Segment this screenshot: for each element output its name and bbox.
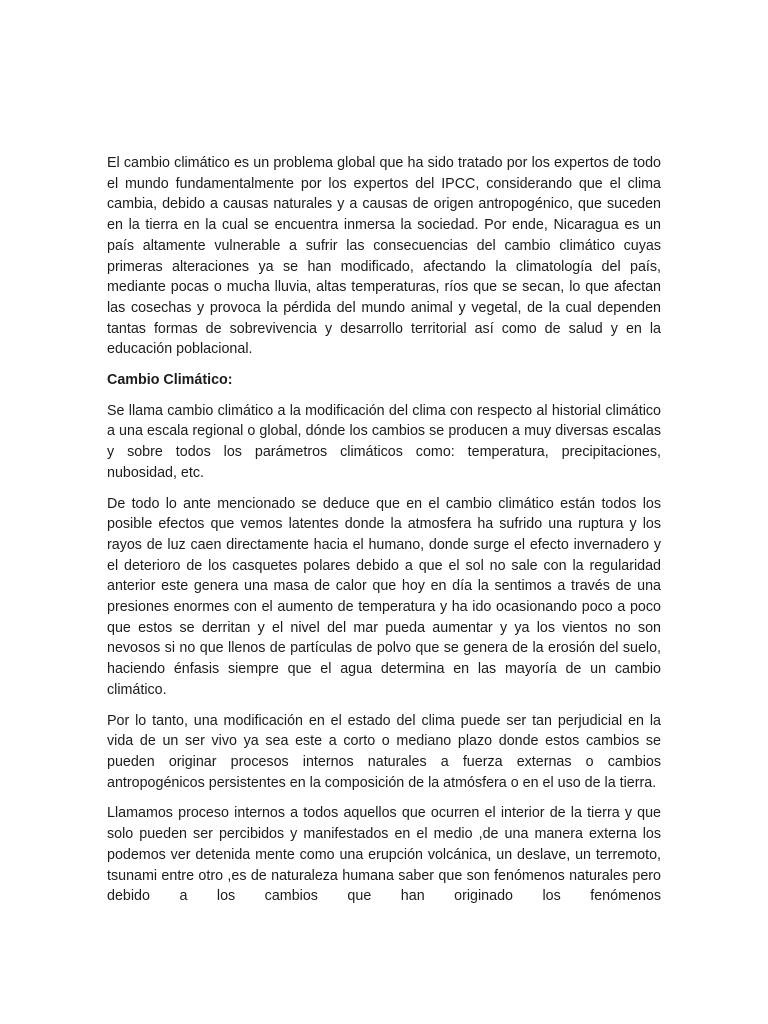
document-page <box>107 153 661 917</box>
definition-paragraph: Se llama cambio climático a la modificación del clima con respecto al historial climático a una escala regional o global, dónde los cambios se producen a muy diversas escalas y sobre todos los parámetros climáticos como: temperatura, precipitaciones, nubosidad, etc. <box>107 402 661 481</box>
consequences-paragraph: Por lo tanto, una modificación en el estado del clima puede ser tan perjudicial en la vida de un ser vivo ya sea este a corto o mediano plazo donde estos cambios se pueden originar procesos internos naturales a fuerza externas o cambios antropogénicos persistentes en la composición de la atmósfera o en el uso de la tierra. <box>107 712 661 791</box>
intro-paragraph: El cambio climático es un problema global que ha sido tratado por los expertos de todo el mundo fundamentalmente por los expertos del IPCC, considerando que el clima cambia, debido a causas naturales y a causas de origen antropogénico, que suceden en la tierra en la cual se encuentra inmersa la sociedad. Por ende, Nicaragua es un país altamente vulnerable a sufrir las consecuencias del cambio climático cuyas primeras alteraciones ya se han modificado, afectando la climatología del país, mediante pocas o mucha lluvia, altas temperaturas, ríos que se secan, lo que afectan las cosechas y provoca la pérdida del mundo animal y vegetal, de la cual dependen tantas formas de sobrevivencia y desarrollo territorial así como de salud y en la educación poblacional. <box>107 155 661 358</box>
section-heading: Cambio Climático: <box>107 372 233 389</box>
effects-paragraph: De todo lo ante mencionado se deduce que en el cambio climático están todos los posible efectos que vemos latentes donde la atmosfera ha sufrido una ruptura y los rayos de luz caen directamente hacia el humano, donde surge el efecto invernadero y el deterioro de los casquetes polares debido a que el sol no sale con la regularidad anterior este genera una masa de calor que hoy en día la sentimos a través de una presiones enormes con el aumento de temperatura y ha ido ocasionando poco a poco que estos se derritan y el nivel del mar pueda aumentar y ya los vientos no son nevosos si no que llenos de partículas de polvo que se genera de la erosión del suelo, haciendo énfasis siempre que el agua determina en las mayoría de un cambio climático. <box>107 495 661 698</box>
internal-processes-paragraph: Llamamos proceso internos a todos aquellos que ocurren el interior de la tierra y que solo pueden ser percibidos y manifestados en el medio ,de una manera externa los podemos ver detenida mente como una erupción volcánica, un deslave, un terremoto, tsunami entre otro ,es de naturaleza humana saber que son fenómenos naturales pero debido a los cambios que han originado los fenómenos <box>107 805 661 905</box>
